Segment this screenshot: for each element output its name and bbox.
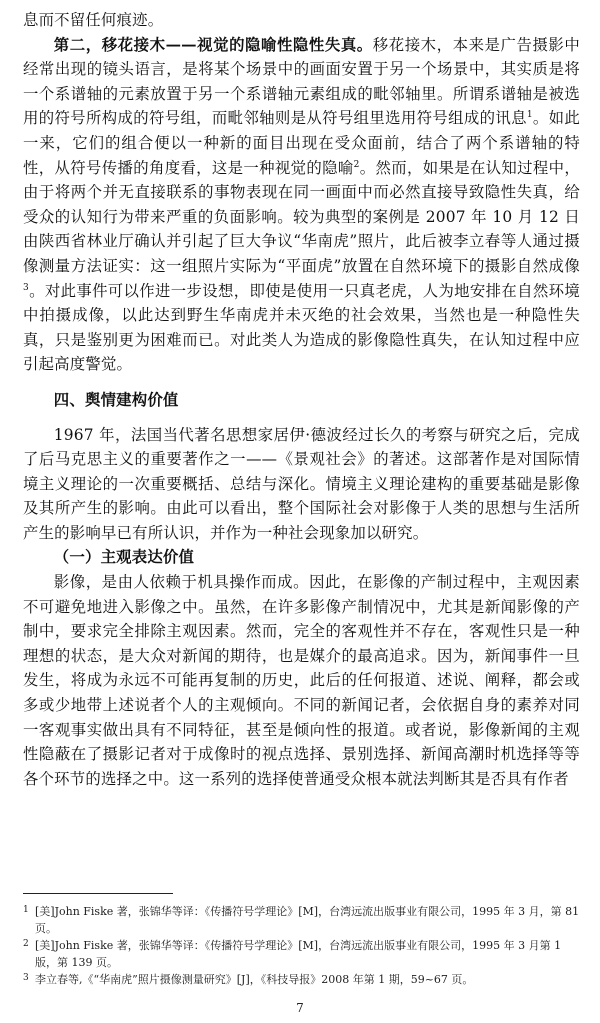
footnote-text: 李立春等,《“华南虎”照片摄像测量研究》[J]，《科技导报》2008 年第 1 期，59~67 页。 bbox=[35, 973, 474, 986]
footnote-number: 3 bbox=[23, 973, 29, 983]
page-number: 7 bbox=[296, 1001, 304, 1015]
footnote-item bbox=[23, 937, 580, 971]
footnote-number: 1 bbox=[23, 905, 29, 915]
footnote-ref-3[interactable]: 3 bbox=[23, 282, 29, 293]
paragraph-image-grafting bbox=[23, 33, 580, 377]
footnote-item bbox=[23, 971, 580, 988]
footnote-text: [美]John Fiske 著，张锦华等译：《传播符号学理论》[M]，台湾远流出版事业有限公司，1995 年 3 月，第 81 页。 bbox=[35, 905, 580, 935]
footnotes bbox=[23, 903, 580, 988]
footnote-number: 2 bbox=[23, 939, 29, 949]
paragraph-spectacle-society: 1967 年，法国当代著名思想家居伊·德波经过长久的考察与研究之后，完成了后马克思主义的重要著作之一——《景观社会》的著述。这部著作是对国际情境主义理论的一次重要概括、总结与深化。情境主义理论建构的重要基础是影像及其所产生的影响。由此可以看出，整个国际社会对影像于人类的思想与生活所产生的影响早已有所认识，并作为一种社会现象加以研究。 bbox=[23, 425, 580, 542]
footnote-text: [美]John Fiske 著，张锦华等译：《传播符号学理论》[M]，台湾远流出版事业有限公司，1995 年 3 月第 1 版，第 139 页。 bbox=[35, 939, 562, 969]
body-text bbox=[23, 8, 580, 791]
paragraph-text-part: 。对此事件可以作进一步设想，即使是使用一只真老虎，人为地安排在自然环境中拍摄成像，以此达到野生华南虎并未灭绝的社会效果，当然也是一种隐性失真，只是鉴别更为困难而已。对此类人为造成的影像隐性真失，在认知过程中应引起高度警觉。 bbox=[23, 281, 580, 374]
section-heading: 四、舆情建构价值 bbox=[53, 390, 179, 409]
paragraph-text-part: 移花接木，本来是广告摄影中经常出现的镜头语言，是将某个场景中的画面安置于另一个场景中，其实质是将一个系谱轴的元素放置于另一个系谱轴元素组成的毗邻轴里。所谓系谱轴是被选用的符号所构成的符号组，而毗邻轴则是从符号组里选用符号组成的讯息 bbox=[23, 35, 580, 128]
subsection-heading: （一）主观表达价值 bbox=[53, 548, 195, 567]
footnote-item bbox=[23, 903, 580, 937]
paragraph-subjective-expression: 影像，是由人依赖于机具操作而成。因此，在影像的产制过程中，主观因素不可避免地进入影像之中。虽然，在许多影像产制情况中，尤其是新闻影像的产制中，要求完全排除主观因素。然而，完全的客观性并不存在，客观性只是一种理想的状态，是大众对新闻的期待，也是媒介的最高追求。因为，新闻事件一旦发生，将成为永远不可能再复制的历史，此后的任何报道、述说、阐释，都会或多或少地带上述说者个人的主观倾向。不同的新闻记者，会依据自身的素养对同一客观事实做出具有不同特征，甚至是倾向性的报道。或者说，影像新闻的主观性隐蔽在了摄影记者对于成像时的视点选择、景别选择、新闻高潮时机选择等等各个环节的选择之中。这一系列的选择使普通受众根本就法判断其是否具有作者 bbox=[23, 573, 580, 788]
paragraph-text-part: 。然而，如果是在认知过程中，由于将两个并无直接联系的事物表现在同一画面中而必然直接导致隐性失真，给受众的认知行为带来严重的负面影响。较为典型的案例是 2007 年 10 月 12 日由陕西省林业厅确认并引起了巨大争议“华南虎”照片，此后被李立春等人通过摄像测量方法证实：这一组照片实际为“平面虎”放置在自然环境下的摄影自然成像 bbox=[23, 158, 580, 275]
paragraph-continuation: 息而不留任何痕迹。 bbox=[23, 11, 164, 29]
footnote-ref-2[interactable]: 2 bbox=[353, 159, 360, 170]
footnote-divider bbox=[23, 893, 173, 894]
paragraph-lead-bold: 第二，移花接木——视觉的隐喻性隐性失真。 bbox=[53, 35, 373, 54]
paragraph-text-part: 。如此一来，它们的组合便以一种新的面目出现在受众面前，结合了两个系谱轴的特性，从符号传播的角度看，这是一种视觉的隐喻 bbox=[23, 109, 580, 177]
footnote-ref-1[interactable]: 1 bbox=[526, 110, 533, 121]
